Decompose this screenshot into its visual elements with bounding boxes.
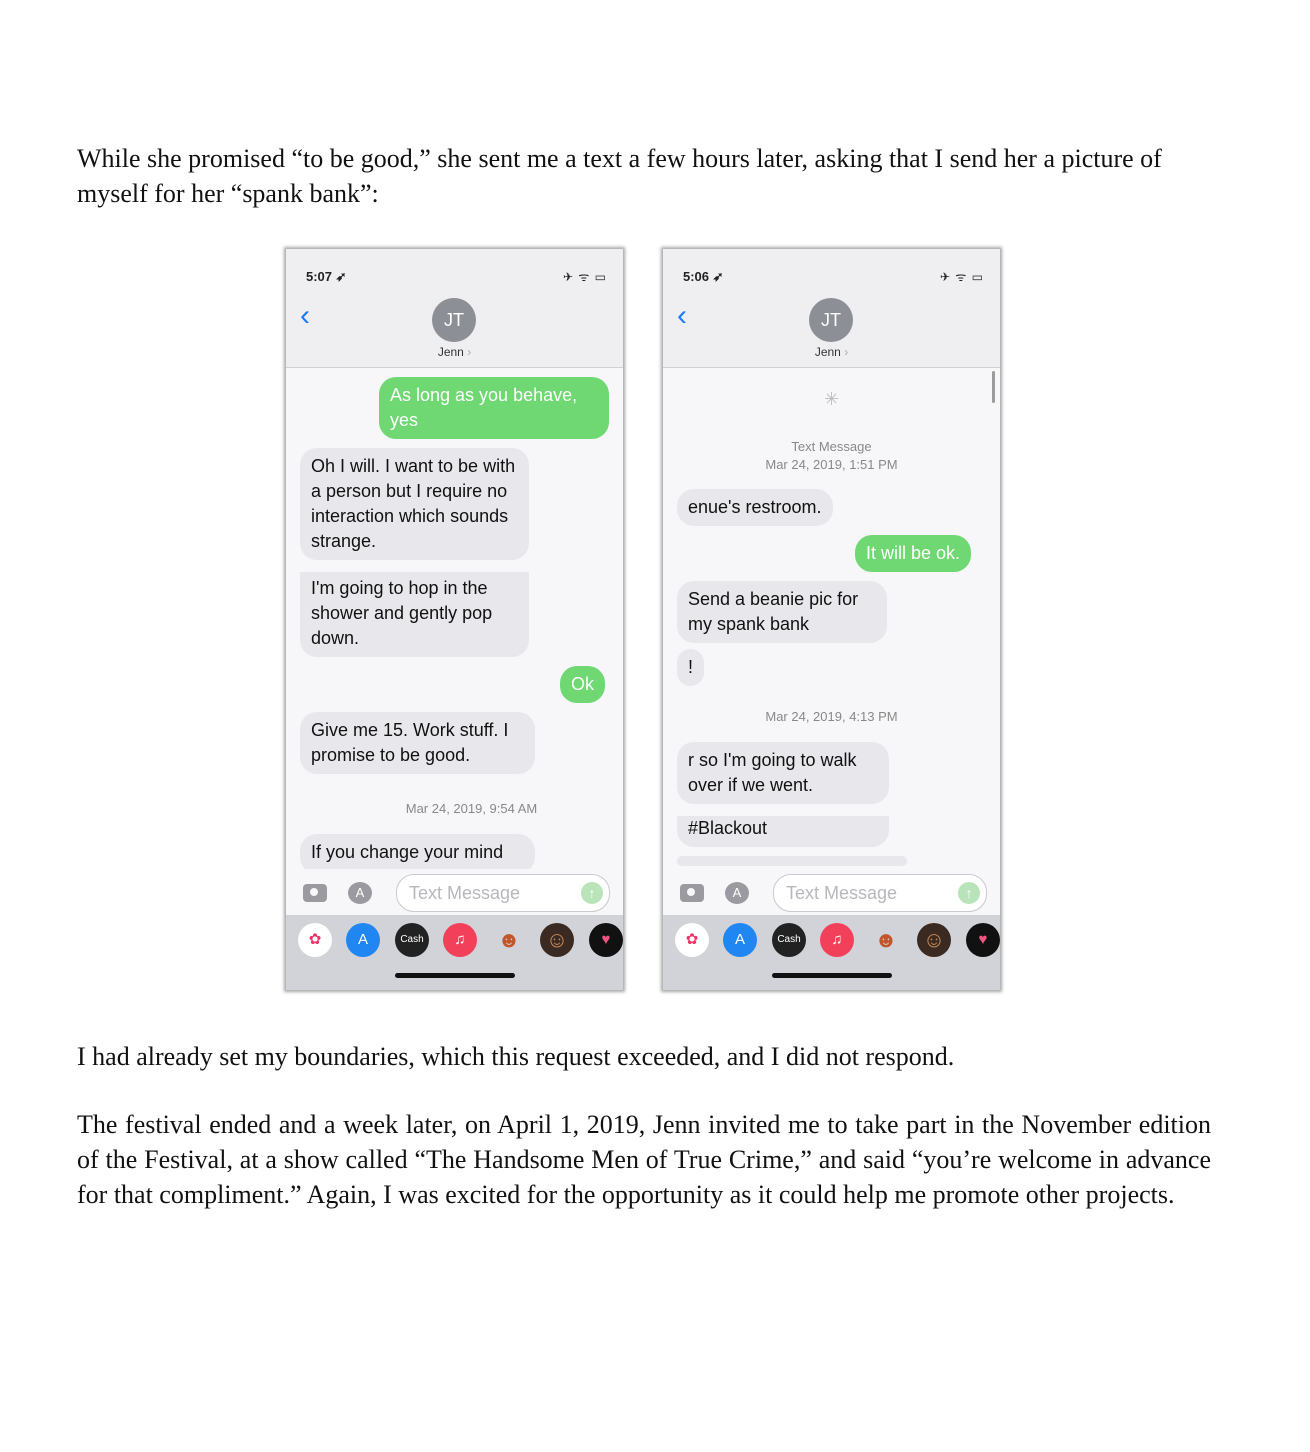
contact-name-label: Jenn — [814, 345, 841, 359]
incoming-message: Send a beanie pic for my spank bank — [677, 581, 887, 643]
message-input[interactable] — [773, 874, 987, 912]
memoji-icon[interactable]: ☺ — [917, 923, 951, 957]
intro-paragraph: While she promised “to be good,” she sent me a text a few hours later, asking that I send her a picture of myself for her “spank bank”: — [77, 144, 1162, 208]
timestamp: Mar 24, 2019, 1:51 PM — [765, 457, 898, 472]
timestamp: Mar 24, 2019, 4:13 PM — [765, 709, 898, 724]
incoming-message-partial — [677, 856, 907, 866]
send-arrow-icon[interactable]: ↑ — [958, 882, 980, 904]
incoming-message: I'm going to hop in the shower and gently pop down. — [300, 572, 529, 657]
contact-name-label: Jenn — [437, 345, 464, 359]
conversation-header — [286, 249, 623, 368]
status-time: 5:06 ➶ — [683, 269, 724, 284]
camera-icon[interactable] — [303, 884, 327, 902]
phone-screenshot-left — [286, 249, 623, 990]
animoji-icon[interactable]: ☻ — [492, 923, 526, 957]
home-indicator — [395, 973, 515, 978]
conversation-header — [663, 249, 1000, 368]
photos-icon[interactable]: ✿ — [675, 923, 709, 957]
incoming-message: If you change your mind — [300, 834, 535, 874]
music-icon[interactable]: ♫ — [820, 923, 854, 957]
apple-cash-icon[interactable] — [772, 923, 806, 957]
message-list — [663, 368, 1000, 868]
app-store-tray-icon[interactable]: A — [723, 923, 757, 957]
message-input-placeholder: Text Message — [786, 883, 898, 903]
status-icons: ✈ ᯤ ▭ — [562, 270, 607, 284]
apple-cash-label: Cash — [777, 934, 801, 945]
status-time: 5:07 ➶ — [306, 269, 347, 284]
app-store-icon[interactable]: A — [348, 882, 372, 904]
compose-bar — [663, 869, 1000, 915]
paragraph-response: I had already set my boundaries, which this request exceeded, and I did not respond. — [77, 1042, 955, 1071]
incoming-message: enue's restroom. — [677, 489, 833, 526]
outgoing-message: As long as you behave, yes — [379, 377, 609, 439]
app-tray — [663, 915, 1000, 990]
app-store-icon[interactable]: A — [725, 882, 749, 904]
message-input-placeholder: Text Message — [409, 883, 521, 903]
incoming-message: r so I'm going to walk over if we went. — [677, 742, 889, 804]
incoming-message: Give me 15. Work stuff. I promise to be good. — [300, 712, 535, 774]
message-type-label: Text Message — [791, 439, 872, 454]
contact-avatar[interactable]: JT — [432, 298, 476, 342]
outgoing-message: Ok — [560, 666, 605, 703]
memoji-icon[interactable]: ☺ — [540, 923, 574, 957]
photos-icon[interactable]: ✿ — [298, 923, 332, 957]
app-store-tray-icon[interactable]: A — [346, 923, 380, 957]
digital-touch-icon[interactable]: ♥ — [589, 923, 623, 957]
incoming-message: Oh I will. I want to be with a person but I require no interaction which sounds strange. — [300, 448, 529, 560]
loading-spinner-icon: ✳ — [823, 389, 840, 409]
apple-cash-label: Cash — [400, 934, 424, 945]
animoji-icon[interactable]: ☻ — [869, 923, 903, 957]
app-tray — [286, 915, 623, 990]
compose-bar — [286, 869, 623, 915]
back-chevron-icon[interactable]: ‹ — [300, 299, 310, 332]
message-input[interactable] — [396, 874, 610, 912]
digital-touch-icon[interactable]: ♥ — [966, 923, 1000, 957]
apple-cash-icon[interactable] — [395, 923, 429, 957]
chevron-right-icon: › — [467, 345, 472, 359]
message-list — [286, 368, 623, 868]
incoming-message: ! — [677, 649, 704, 686]
music-icon[interactable]: ♫ — [443, 923, 477, 957]
send-arrow-icon[interactable]: ↑ — [581, 882, 603, 904]
paragraph-festival: The festival ended and a week later, on April 1, 2019, Jenn invited me to take part in the November edition of the Festival, at a show called “The Handsome Men of True Crime,” and said “you’re welcome in advance for that compliment.” Again, I was excited for the opportunity as it could help me promote other projects. — [77, 1110, 1211, 1209]
timestamp: Mar 24, 2019, 9:54 AM — [405, 801, 538, 816]
incoming-message: #Blackout — [677, 816, 889, 847]
outgoing-message: It will be ok. — [855, 535, 971, 572]
phone-screenshot-right — [663, 249, 1000, 990]
chevron-right-icon: › — [844, 345, 849, 359]
home-indicator — [772, 973, 892, 978]
contact-name[interactable] — [663, 345, 1000, 359]
status-icons: ✈ ᯤ ▭ — [939, 270, 984, 284]
back-chevron-icon[interactable]: ‹ — [677, 299, 687, 332]
contact-avatar[interactable]: JT — [809, 298, 853, 342]
camera-icon[interactable] — [680, 884, 704, 902]
contact-name[interactable] — [286, 345, 623, 359]
